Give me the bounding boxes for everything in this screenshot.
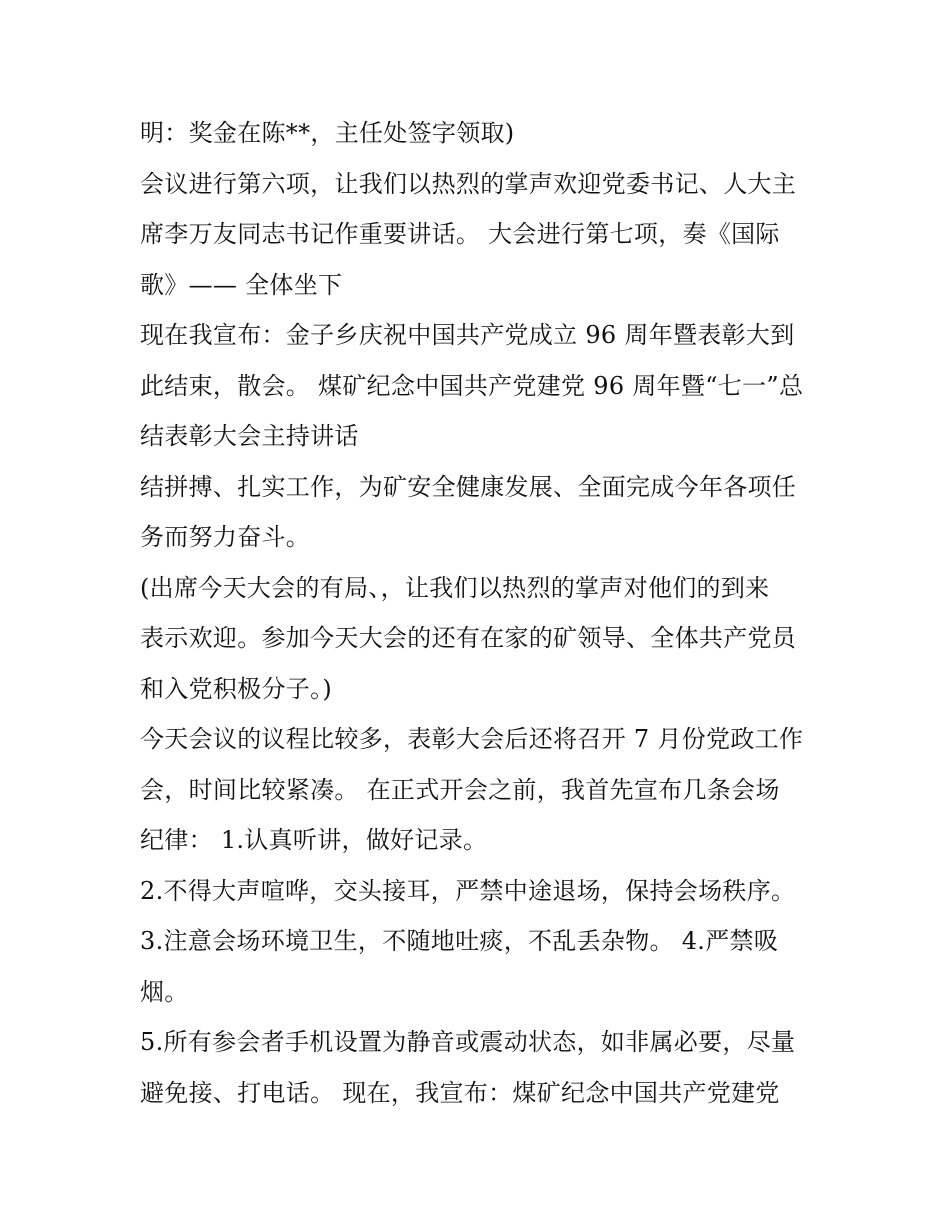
text-line: 纪律： 1.认真听讲，做好记录。 [140,826,488,854]
text-line: 现在我宣布：金子乡庆祝中国共产党成立 96 周年暨表彰大到 [140,321,795,349]
text-line: 5.所有参会者手机设置为静音或震动状态，如非属必要，尽量 [140,1028,796,1056]
text-line: 此结束，散会。 煤矿纪念中国共产党建党 96 周年暨“七一”总 [140,371,804,400]
text-line: 避免接、打电话。 现在，我宣布：煤矿纪念中国共产党建党 [140,1078,780,1107]
text-line: 结表彰大会主持讲话 [140,422,359,450]
text-line: 表示欢迎。参加今天大会的还有在家的矿领导、全体共产党员 [140,624,797,652]
text-line: 歌》—— 全体坐下 [140,270,343,299]
text-line: 和入党积极分子。) [140,674,333,703]
text-line: 结拼搏、扎实工作，为矿安全健康发展、全面完成今年各项任 [140,472,797,501]
text-line: 会，时间比较紧凑。 在正式开会之前，我首先宣布几条会场 [140,775,780,804]
text-line: (出席今天大会的有局、，让我们以热烈的掌声对他们的到来 [140,573,770,602]
text-line: 席李万友同志书记作重要讲话。 大会进行第七项，奏《国际 [140,220,780,248]
document-body [140,108,820,1118]
text-line: 烟。 [140,977,189,1006]
text-line: 明：奖金在陈**，主任处签字领取) [140,119,515,147]
text-line: 会议进行第六项，让我们以热烈的掌声欢迎党委书记、人大主 [140,169,797,198]
text-line: 今天会议的议程比较多，表彰大会后还将召开 7 月份党政工作 [140,725,804,753]
text-line: 2.不得大声喧哗，交头接耳，严禁中途退场，保持会场秩序。 [140,876,796,905]
text-line: 3.注意会场环境卫生，不随地吐痰，不乱丢杂物。 4.严禁吸 [140,927,779,955]
text-line: 务而努力奋斗。 [140,523,311,551]
